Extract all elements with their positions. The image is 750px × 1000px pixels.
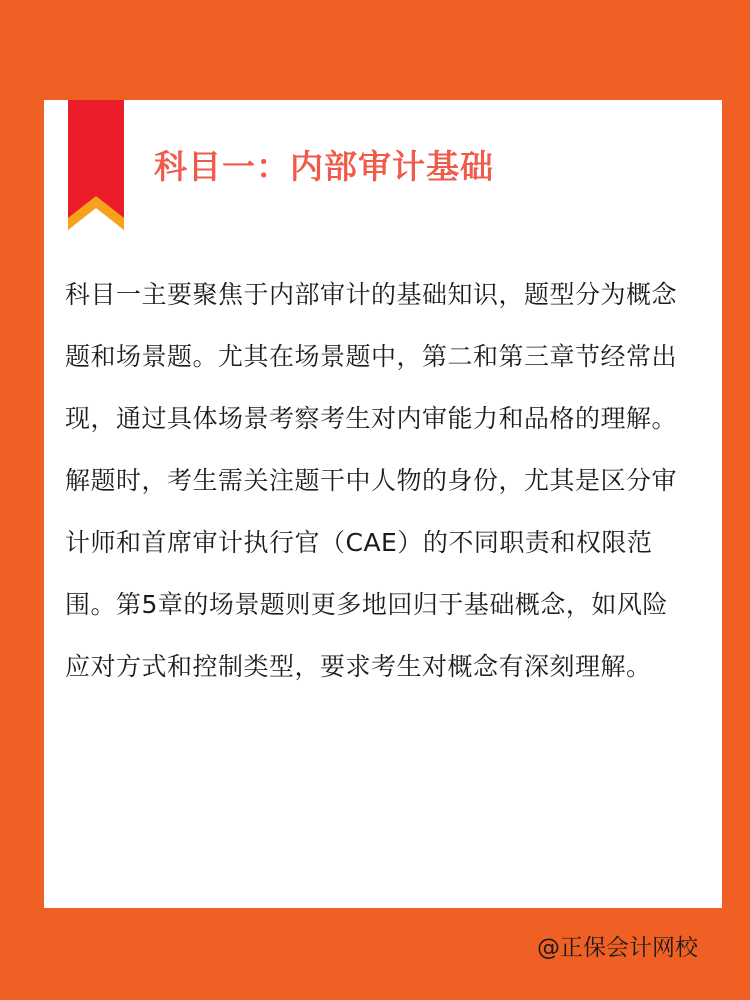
content-card bbox=[44, 100, 722, 908]
article-body bbox=[65, 264, 690, 698]
footer-watermark: @正保会计网校 bbox=[537, 935, 698, 961]
bookmark-ribbon-icon bbox=[68, 100, 124, 230]
paragraph-1: 科目一主要聚焦于内部审计的基础知识，题型分为概念题和场景题。尤其在场景题中，第二和第三章节经常出现，通过具体场景考察考生对内审能力和品格的理解。 bbox=[65, 280, 678, 433]
paragraph-2: 解题时，考生需关注题干中人物的身份，尤其是区分审计师和首席审计执行官（CAE）的不同职责和权限范围。第5章的场景题则更多地回归于基础概念，如风险应对方式和控制类型，要求考生对概念有深刻理解。 bbox=[65, 466, 678, 681]
page-title: 科目一：内部审计基础 bbox=[154, 147, 494, 186]
